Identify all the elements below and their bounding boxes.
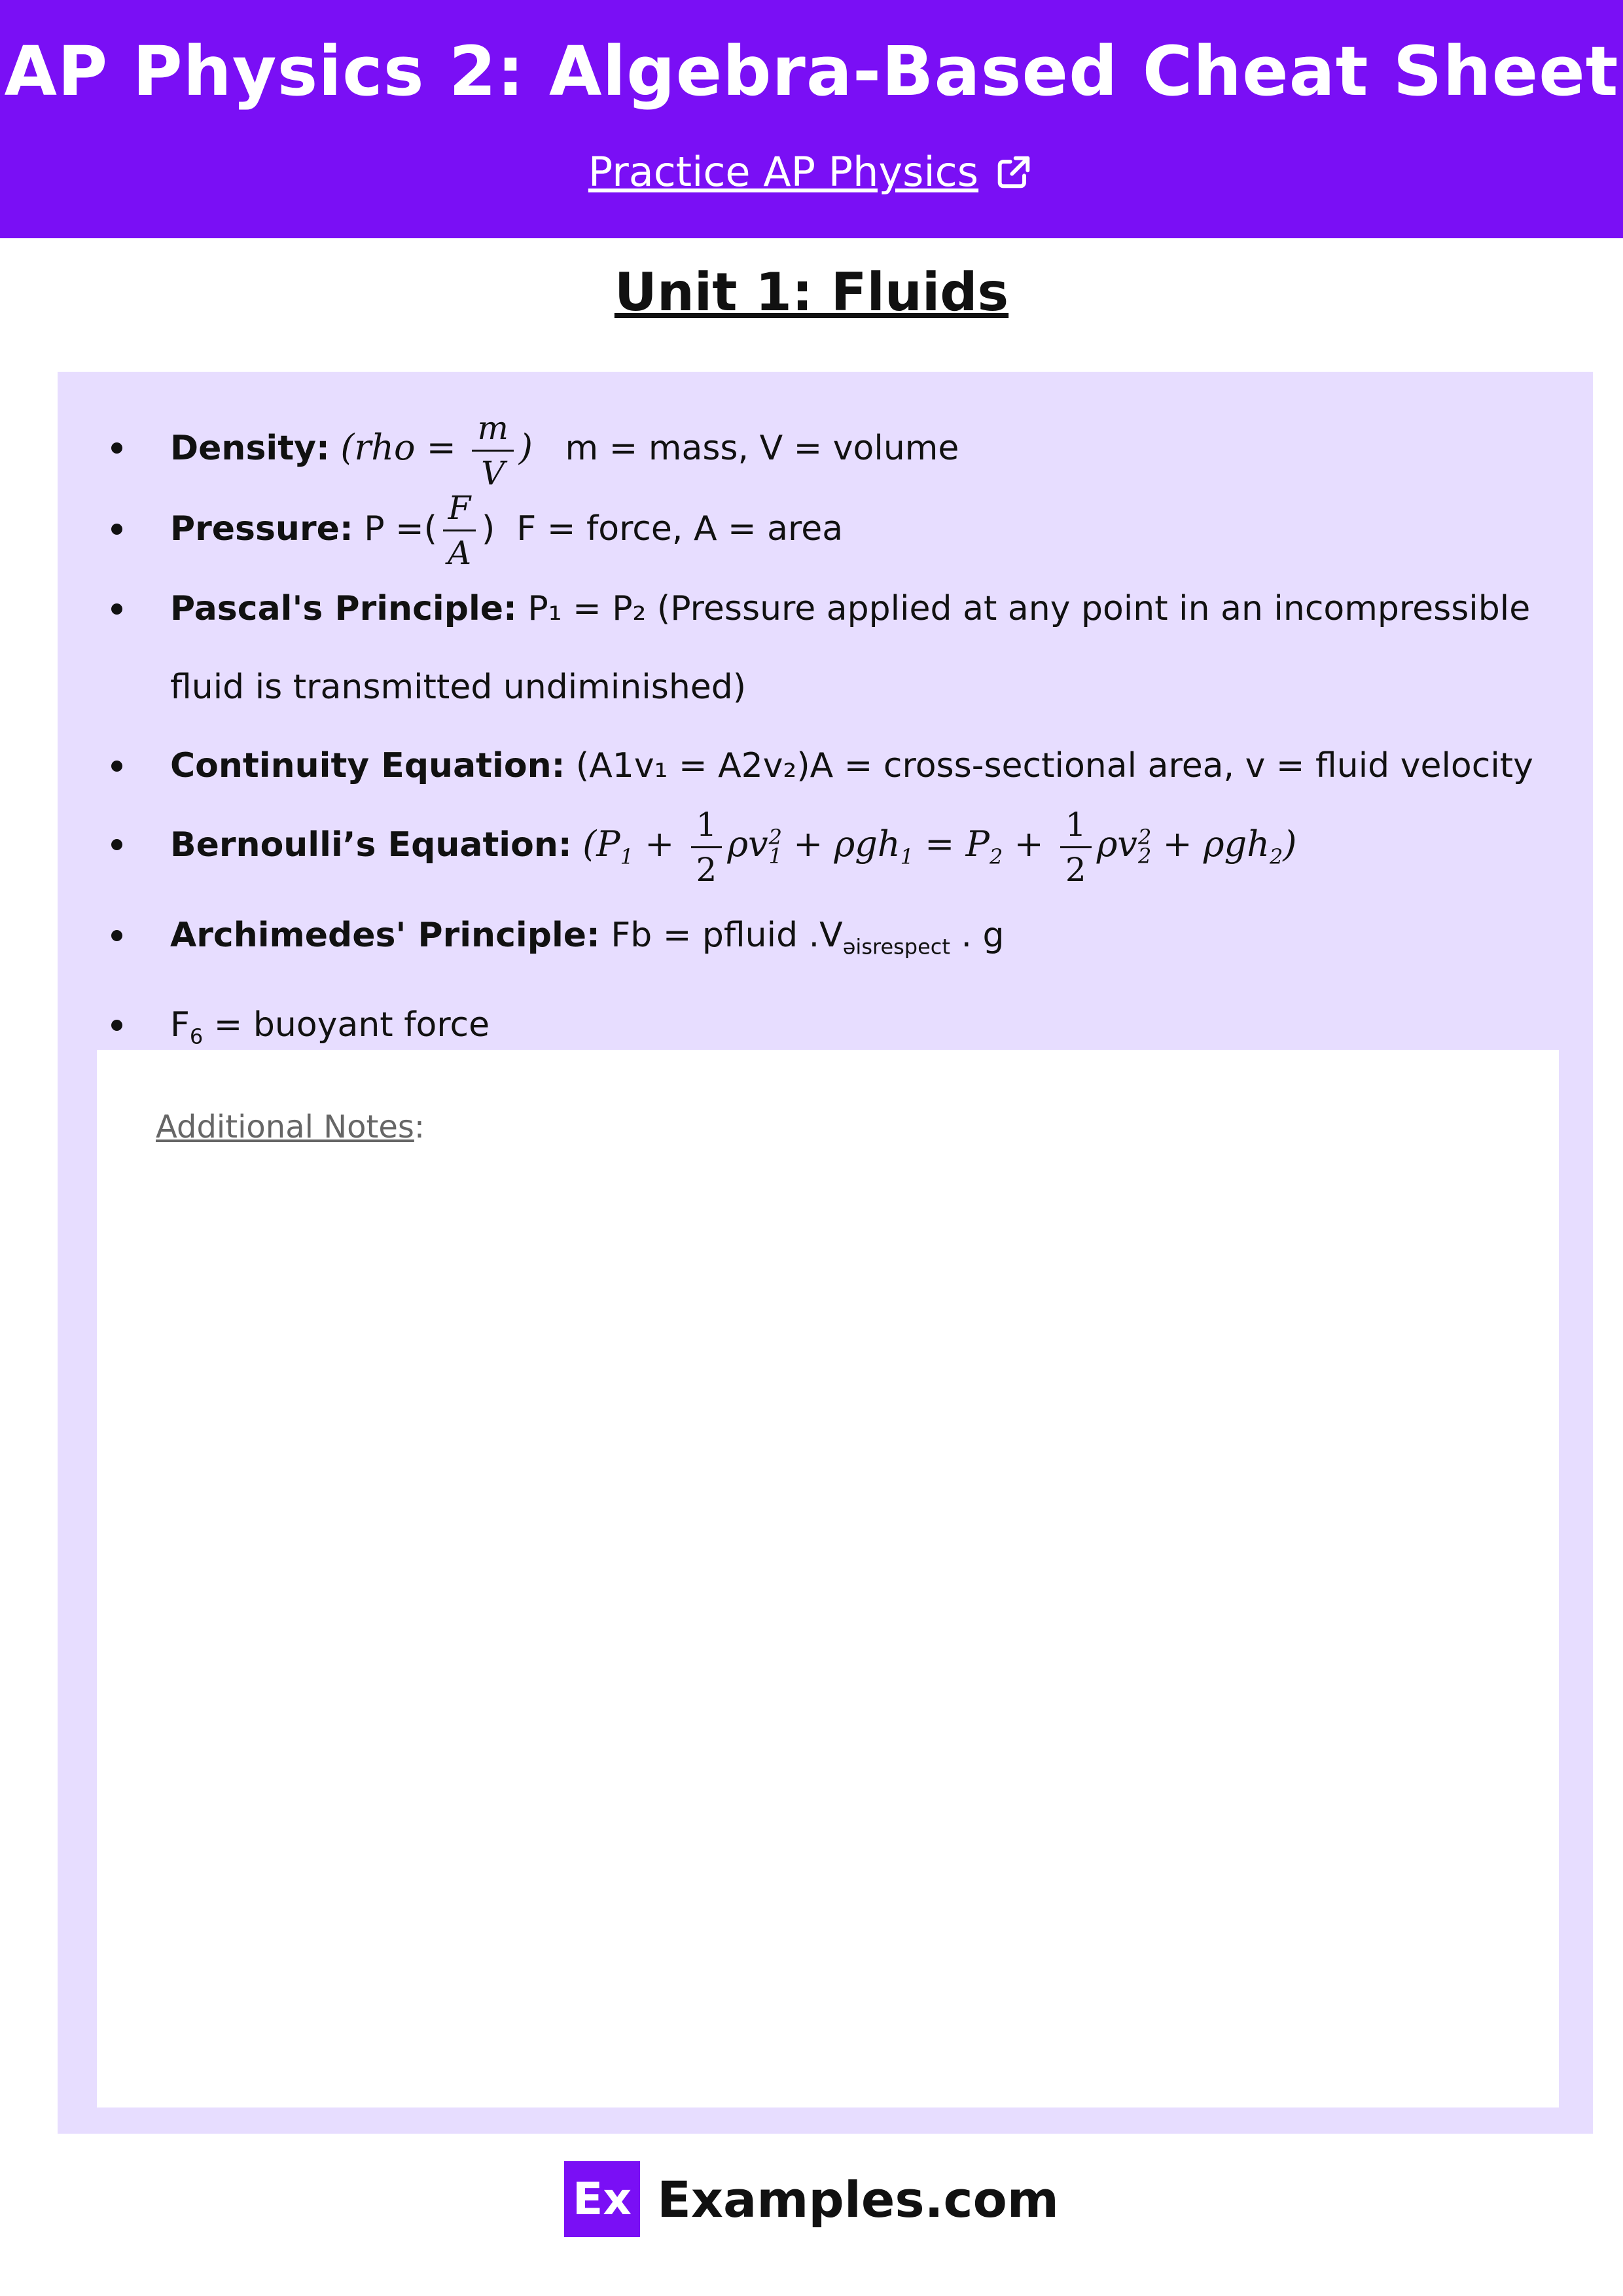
density-description: m = mass, V = volume [565, 429, 959, 468]
buoyant-text-a: F [170, 1005, 190, 1045]
pressure-numerator: F [443, 492, 476, 531]
bernoulli-rho-v1: ρv [727, 823, 768, 865]
density-fraction [472, 408, 513, 492]
bernoulli-v1-scripts [768, 825, 782, 869]
bernoulli-equation [582, 805, 1297, 889]
bernoulli-sub-p2: 2 [989, 844, 1003, 869]
pressure-denominator: A [447, 534, 472, 572]
continuity-label: Continuity Equation: [170, 746, 565, 785]
unit-title: Unit 1: Fluids [614, 262, 1009, 323]
page-title: AP Physics 2: Algebra-Based Cheat Sheet [4, 31, 1619, 111]
bernoulli-v1-sup: 2 [768, 825, 782, 850]
buoyant-subscript: 6 [189, 1024, 204, 1049]
bernoulli-sub-h2: 2 [1269, 844, 1283, 869]
bernoulli-half-1-num: 1 [691, 808, 722, 848]
bernoulli-half-2-den: 2 [1065, 850, 1086, 889]
bernoulli-close: ) [1283, 823, 1297, 865]
content-panel [58, 372, 1593, 2134]
bernoulli-equals: = P [914, 823, 990, 865]
formula-list [97, 408, 1556, 1076]
archimedes-subscript: əisrespect [842, 934, 950, 960]
bernoulli-v1-sub: 1 [768, 844, 782, 869]
notes-area[interactable] [97, 1050, 1559, 2108]
pressure-label: Pressure: [170, 509, 353, 548]
brand-name[interactable]: Examples.com [657, 2170, 1059, 2229]
bernoulli-plus2: + [1003, 823, 1055, 865]
pascal-text: P₁ = P₂ (Pressure applied at any point in an incompressible fluid is transmitted undiminished) [170, 589, 1531, 707]
notes-label [156, 1109, 425, 1145]
pressure-description: F = force, A = area [516, 509, 844, 548]
pressure-fraction [442, 489, 476, 572]
bernoulli-half-2 [1060, 805, 1092, 889]
density-numerator: m [472, 412, 513, 452]
list-item-continuity [97, 726, 1556, 805]
bernoulli-half-2-num: 1 [1060, 808, 1092, 848]
notes-label-colon: : [414, 1109, 425, 1145]
formula-list-container [97, 408, 1556, 1076]
density-close: ) [518, 427, 533, 468]
external-link-icon[interactable] [993, 151, 1035, 193]
bernoulli-half-1 [691, 805, 722, 889]
buoyant-text-b: = buoyant force [203, 1005, 490, 1045]
list-item-pascal [97, 569, 1556, 726]
density-denominator: V [481, 454, 505, 492]
footer-brand[interactable] [0, 2161, 1623, 2237]
list-item-density [97, 408, 1556, 490]
practice-link[interactable] [0, 148, 1623, 196]
bernoulli-v2-scripts [1137, 825, 1152, 869]
bernoulli-half-1-den: 2 [696, 850, 717, 889]
notes-label-text: Additional Notes [156, 1109, 414, 1145]
bernoulli-v2-sub: 2 [1137, 844, 1152, 869]
archimedes-text-a: Fb = pfluid .V [611, 915, 843, 955]
density-label: Density: [170, 429, 330, 468]
bernoulli-sub-h1: 1 [900, 844, 914, 869]
bernoulli-v2-sup: 2 [1137, 825, 1152, 850]
pressure-prefix: P =( [364, 509, 437, 548]
continuity-text: (A1v₁ = A2v₂)A = cross-sectional area, v = fluid velocity [575, 746, 1533, 785]
pascal-label: Pascal's Principle: [170, 589, 517, 628]
bernoulli-plus1: + [633, 823, 686, 865]
header-banner [0, 0, 1623, 238]
bernoulli-mid2: + ρgh [1151, 823, 1270, 865]
list-item-pressure [97, 490, 1556, 570]
examples-logo[interactable]: Ex [564, 2161, 640, 2237]
density-lhs: (rho = [340, 427, 456, 468]
bernoulli-mid1: + ρgh [781, 823, 901, 865]
archimedes-text-b: . g [950, 915, 1005, 955]
archimedes-label: Archimedes' Principle: [170, 915, 600, 955]
bernoulli-label: Bernoulli’s Equation: [170, 825, 572, 865]
list-item-bernoulli [97, 805, 1556, 896]
pressure-close: ) [482, 509, 495, 548]
bernoulli-sub-p1: 1 [620, 844, 633, 869]
bernoulli-rho-v2: ρv [1096, 823, 1137, 865]
list-item-archimedes [97, 896, 1556, 986]
bernoulli-open: (P [582, 823, 620, 865]
practice-link-text[interactable]: Practice AP Physics [588, 148, 979, 196]
